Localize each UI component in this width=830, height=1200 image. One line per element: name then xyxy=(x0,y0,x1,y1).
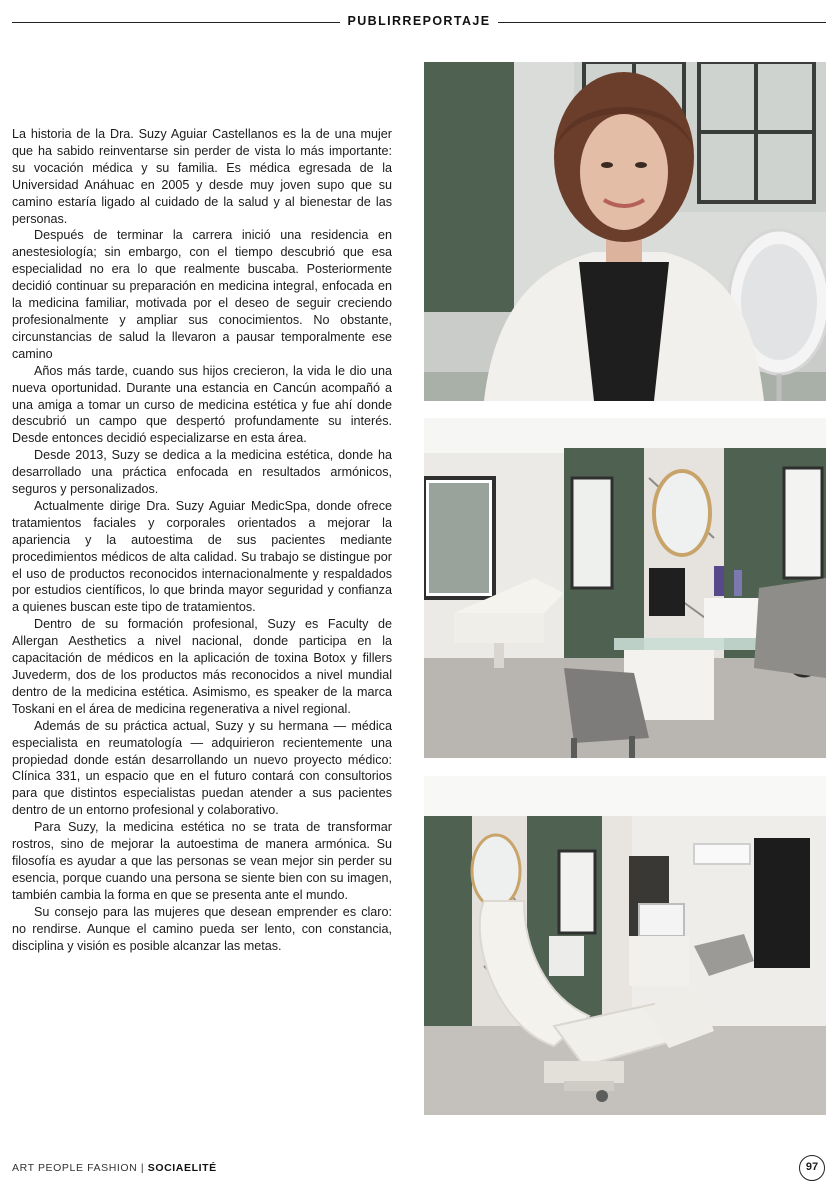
portrait-illustration xyxy=(424,62,826,401)
portrait-photo xyxy=(424,62,826,401)
clinic-room-illustration xyxy=(424,418,826,758)
footer-brand xyxy=(12,1162,217,1174)
article-paragraph: Años más tarde, cuando sus hijos crecieron, la vida le dio una nueva oportunidad. Durante una estancia en Cancún acompañó a una amiga a tomar un curso de medicina estética y fue ahí donde descubrió un campo que despertó profundamente su interés. Desde entonces decidió especializarse en esta área. xyxy=(12,363,392,446)
article-paragraph: La historia de la Dra. Suzy Aguiar Castellanos es la de una mujer que ha sabido reinventarse sin perder de vista lo más importante: su vocación médica y su familia. Es médica egresada de la Universidad Anáhuac en 2005 y desde muy joven supo que su camino estaría ligado al cuidado de la salud y al bienestar de las personas. xyxy=(12,127,392,226)
header-rule-right xyxy=(498,22,826,23)
treatment-chair-photo xyxy=(424,776,826,1115)
page-number: 97 xyxy=(799,1155,825,1181)
article-body xyxy=(12,126,392,954)
article-paragraph: Desde 2013, Suzy se dedica a la medicina estética, donde ha desarrollado una práctica enfocada en resultados armónicos, seguros y personalizados. xyxy=(12,448,392,497)
header-rule-left xyxy=(12,22,340,23)
article-paragraph: Actualmente dirige Dra. Suzy Aguiar MedicSpa, donde ofrece tratamientos faciales y corporales orientados a mejorar la apariencia y la autoestima de sus pacientes mediante procedimientos médicos de alta calidad. Su trabajo se distingue por el uso de productos reconocidos internacionalmente y respaldados por estudios científicos, lo que brinda mayor seguridad y confianza a quienes buscan este tipo de tratamientos. xyxy=(12,498,392,615)
article-paragraph: Dentro de su formación profesional, Suzy es Faculty de Allergan Aesthetics a nivel nacional, donde participa en la capacitación de médicos en la aplicación de toxina Botox y fillers Juvederm, dos de los productos más reconocidos a nivel mundial dentro de la medicina estética. Asimismo, es speaker de la marca Toskani en el área de medicina regenerativa a nivel regional. xyxy=(12,617,392,716)
treatment-chair-illustration xyxy=(424,776,826,1115)
article-paragraph: Después de terminar la carrera inició una residencia en anestesiología; sin embargo, con el tiempo descubrió que esa especialidad no era lo que realmente buscaba. Posteriormente decidió continuar su preparación en medicina integral, enfocada en la medicina familiar, motivada por el deseo de seguir creciendo profesionalmente y ampliar sus conocimientos. No obstante, circunstancias de salud la llevaron a pausar temporalmente ese camino xyxy=(12,228,392,361)
footer-brand-name: SOCIAELITÉ xyxy=(147,1162,217,1174)
clinic-room-photo xyxy=(424,418,826,758)
article-paragraph: Para Suzy, la medicina estética no se trata de transformar rostros, sino de mejorar la autoestima de manera armónica. Su filosofía es ayudar a que las personas se vean mejor sin perder su esencia, porque cuando una persona se siente bien con su imagen, también cambia la forma en que se presenta ante el mundo. xyxy=(12,820,392,902)
article-paragraph: Además de su práctica actual, Suzy y su hermana — médica especialista en reumatología — adquirieron recientemente una propiedad donde están desarrollando un nuevo proyecto médico: Clínica 331, un espacio que en el futuro contará con consultorios para que distintos especialistas puedan atender a sus pacientes dentro de un entorno profesional y colaborativo. xyxy=(12,718,392,818)
article-paragraph: Su consejo para las mujeres que desean emprender es claro: no rendirse. Aunque el camino pueda ser lento, con constancia, disciplina y visión es posible alcanzar las metas. xyxy=(12,904,392,953)
footer-brand-prefix: ART PEOPLE FASHION | xyxy=(12,1162,148,1174)
section-label: PUBLIRREPORTAJE xyxy=(347,14,491,28)
